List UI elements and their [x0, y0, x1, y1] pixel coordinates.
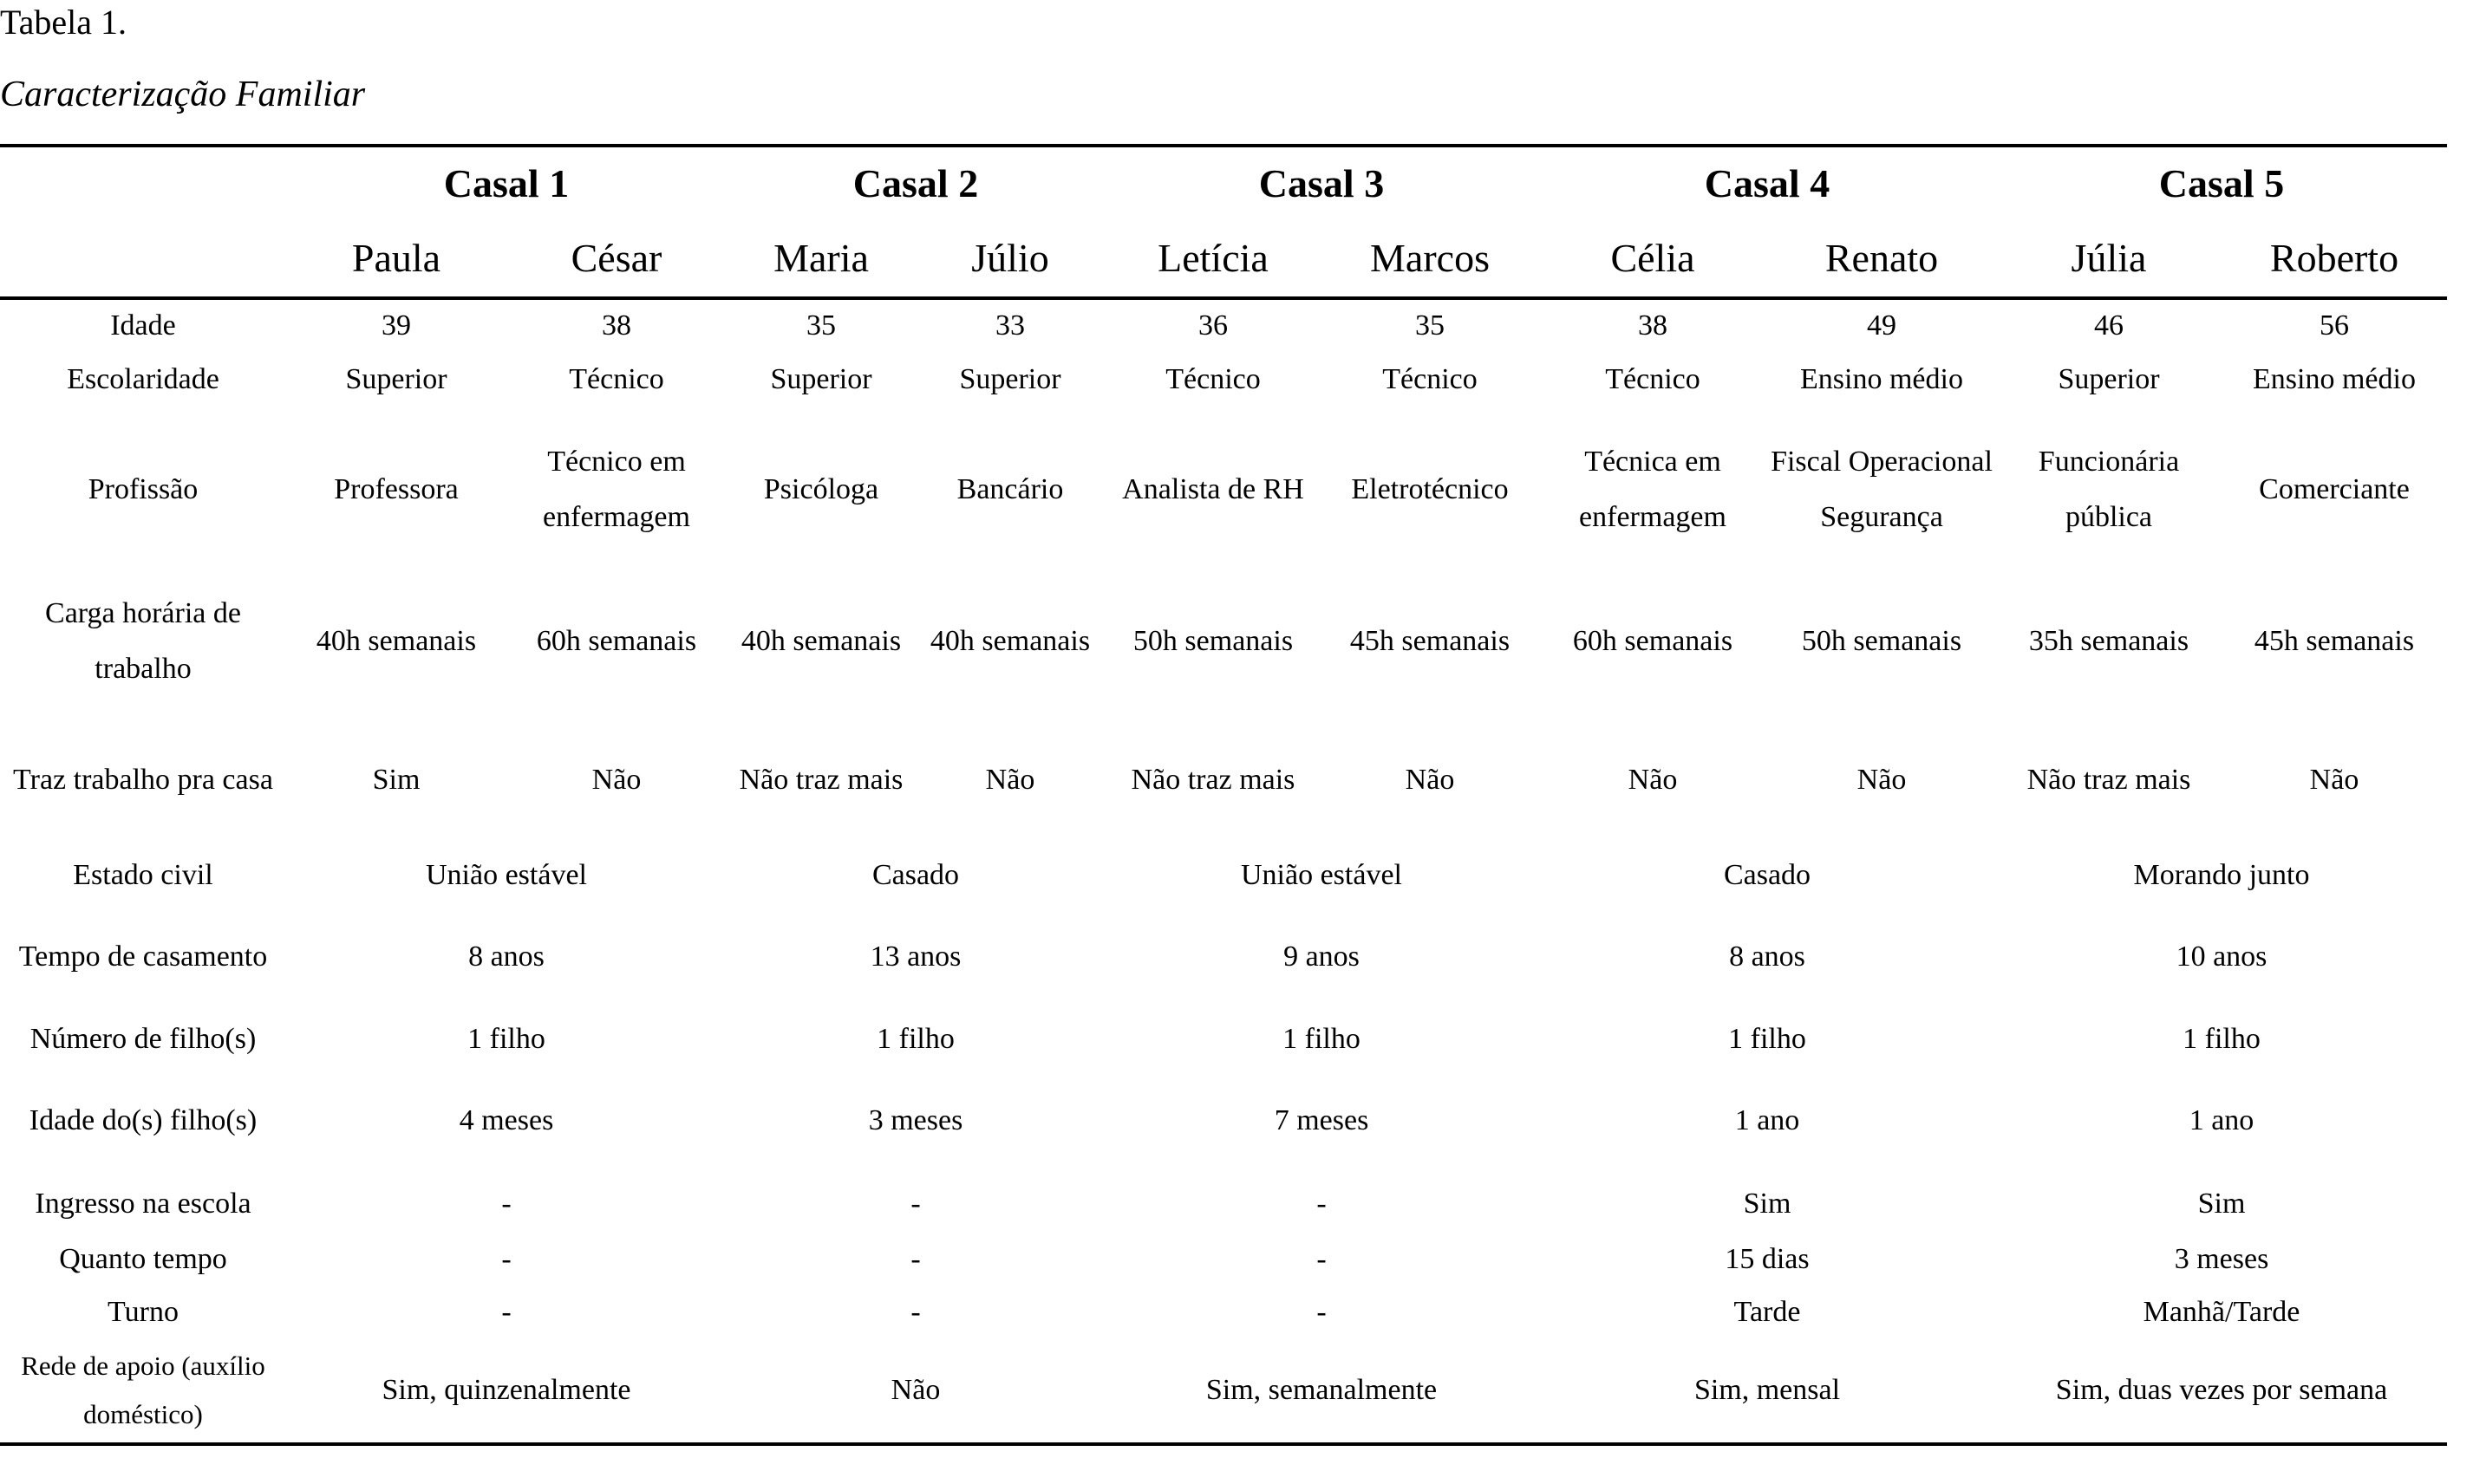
table-cell: Superior	[2058, 363, 2160, 395]
table-cell: Superior	[959, 363, 1061, 395]
table-cell: Manhã/Tarde	[2143, 1296, 2300, 1328]
table-cell: Técnico	[1165, 363, 1261, 395]
table-row-traz-trabalho	[0, 711, 2447, 849]
table-cell: 15 dias	[1725, 1243, 1810, 1275]
table-cell: 40h semanais	[930, 625, 1091, 657]
table-cell: 45h semanais	[1349, 625, 1511, 657]
couple-header: Casal 5	[2158, 161, 2285, 205]
table-row-turno	[0, 1286, 2447, 1338]
table-row-idade-filhos	[0, 1066, 2447, 1175]
table-cell: Não	[2309, 764, 2359, 796]
table-cell: 35	[1415, 309, 1445, 342]
table-cell: 1 ano	[2189, 1104, 2254, 1136]
table-cell: 38	[602, 309, 631, 342]
table-cell: 50h semanais	[1801, 625, 1962, 657]
header-empty-cell	[0, 220, 286, 298]
person-name-row	[0, 220, 2447, 298]
table-cell: -	[1316, 1188, 1327, 1220]
table-cell: -	[501, 1188, 512, 1220]
table-cell: Casado	[1723, 859, 1811, 891]
person-name: Marcos	[1321, 220, 1538, 298]
table-row-escolaridade	[0, 352, 2447, 407]
person-name: Célia	[1538, 220, 1767, 298]
person-name: Júlia	[1996, 220, 2222, 298]
table-cell: Sim, quinzenalmente	[382, 1374, 631, 1406]
table-cell: Sim	[2197, 1188, 2246, 1220]
table-cell: 36	[1198, 309, 1228, 342]
table-row-quanto-tempo	[0, 1233, 2447, 1286]
table-cell: Professora	[334, 473, 459, 505]
table-cell: Não traz mais	[2026, 764, 2191, 796]
table-cell: 8 anos	[468, 941, 545, 973]
table-cell: 40h semanais	[741, 625, 902, 657]
row-label: Escolaridade	[67, 363, 219, 395]
person-name: César	[506, 220, 727, 298]
table-cell: 45h semanais	[2254, 625, 2415, 657]
table-row-carga-horaria	[0, 572, 2447, 711]
table-number: Tabela 1.	[0, 3, 127, 42]
table-cell: 40h semanais	[316, 625, 477, 657]
table-cell: Não	[985, 764, 1035, 796]
table-cell: Superior	[770, 363, 872, 395]
table-cell: 1 filho	[1282, 1023, 1360, 1055]
row-label: Profissão	[88, 473, 199, 505]
couple-header: Casal 3	[1258, 161, 1385, 205]
row-label: Rede de apoio (auxílio doméstico)	[21, 1351, 265, 1429]
table-row-numero-filhos	[0, 1012, 2447, 1066]
row-label: Turno	[108, 1296, 179, 1328]
table-cell: Fiscal Operacional Segurança	[1771, 446, 1993, 533]
table-cell: Técnica em enfermagem	[1579, 446, 1726, 533]
table-cell: Superior	[345, 363, 447, 395]
table-cell: Psicóloga	[763, 473, 879, 505]
table-cell: -	[1316, 1296, 1327, 1328]
table-cell: Não traz mais	[739, 764, 904, 796]
table-cell: Não	[1405, 764, 1455, 796]
person-name: Maria	[727, 220, 916, 298]
table-row-rede-apoio	[0, 1338, 2447, 1444]
table-cell: 10 anos	[2176, 941, 2267, 973]
table-cell: 9 anos	[1283, 941, 1360, 973]
table-cell: 7 meses	[1274, 1104, 1369, 1136]
table-cell: 1 filho	[1728, 1023, 1806, 1055]
table-cell: 1 filho	[467, 1023, 545, 1055]
table-cell: -	[1316, 1243, 1327, 1275]
table-cell: Sim, duas vezes por semana	[2055, 1374, 2388, 1406]
table-cell: Não	[591, 764, 642, 796]
table-cell: Funcionária pública	[2038, 446, 2180, 533]
table-row-profissao	[0, 407, 2447, 572]
table-cell: 35	[806, 309, 836, 342]
table-cell: 60h semanais	[1572, 625, 1733, 657]
table-cell: 35h semanais	[2028, 625, 2189, 657]
couple-header: Casal 4	[1704, 161, 1830, 205]
table-cell: 3 meses	[2174, 1243, 2269, 1275]
table-cell: Bancário	[956, 473, 1064, 505]
table-title: Caracterização Familiar	[0, 75, 366, 114]
table-cell: -	[501, 1243, 512, 1275]
table-cell: 39	[382, 309, 411, 342]
header-empty-cell	[0, 146, 286, 220]
table-cell: -	[910, 1243, 921, 1275]
table-cell: Técnico	[1605, 363, 1700, 395]
row-label: Estado civil	[73, 859, 213, 891]
table-cell: 46	[2094, 309, 2124, 342]
table-cell: Sim	[1743, 1188, 1791, 1220]
table-cell: Ensino médio	[2253, 363, 2416, 395]
table-cell: Morando junto	[2133, 859, 2310, 891]
table-cell: Técnico	[569, 363, 664, 395]
table-cell: Sim	[372, 764, 421, 796]
table-cell: Casado	[871, 859, 960, 891]
row-label: Ingresso na escola	[35, 1188, 251, 1220]
row-label: Carga horária de trabalho	[45, 597, 241, 685]
couple-header-row	[0, 146, 2447, 220]
person-name: Júlio	[916, 220, 1105, 298]
table-row-ingresso-escola	[0, 1175, 2447, 1233]
table-cell: 1 filho	[2183, 1023, 2261, 1055]
table-cell: -	[501, 1296, 512, 1328]
table-cell: Analista de RH	[1122, 473, 1304, 505]
table-cell: 49	[1867, 309, 1896, 342]
table-cell: 38	[1638, 309, 1667, 342]
row-label: Quanto tempo	[59, 1243, 227, 1275]
person-name: Letícia	[1105, 220, 1321, 298]
table-cell: 13 anos	[870, 941, 962, 973]
table-cell: 1 filho	[877, 1023, 955, 1055]
table-cell: 8 anos	[1729, 941, 1805, 973]
table-cell: 50h semanais	[1132, 625, 1294, 657]
table-cell: Não	[891, 1374, 941, 1406]
table-cell: 60h semanais	[536, 625, 697, 657]
family-characterization-table	[0, 144, 2447, 1446]
row-label: Traz trabalho pra casa	[13, 764, 273, 796]
couple-header: Casal 2	[852, 161, 979, 205]
table-cell: 33	[995, 309, 1025, 342]
table-cell: 56	[2320, 309, 2349, 342]
table-row-estado-civil	[0, 849, 2447, 901]
table-cell: Técnico	[1382, 363, 1478, 395]
table-cell: -	[910, 1188, 921, 1220]
table-row-tempo-casamento	[0, 901, 2447, 1012]
couple-header: Casal 1	[443, 161, 570, 205]
person-name: Renato	[1767, 220, 1996, 298]
person-name: Roberto	[2222, 220, 2447, 298]
row-label: Idade	[110, 309, 176, 342]
row-label: Tempo de casamento	[18, 941, 268, 973]
table-cell: Sim, mensal	[1693, 1374, 1841, 1406]
table-cell: -	[910, 1296, 921, 1328]
table-cell: União estável	[426, 859, 587, 891]
table-cell: 4 meses	[459, 1104, 554, 1136]
table-cell: Não	[1856, 764, 1907, 796]
person-name: Paula	[286, 220, 506, 298]
table-cell: Eletrotécnico	[1351, 473, 1509, 505]
table-cell: Técnico em enfermagem	[543, 446, 690, 533]
table-row-idade	[0, 298, 2447, 352]
table-cell: Comerciante	[2259, 473, 2410, 505]
table-cell: Não	[1628, 764, 1678, 796]
table-cell: 3 meses	[868, 1104, 963, 1136]
table-cell: Sim, semanalmente	[1205, 1374, 1438, 1406]
table-cell: União estável	[1241, 859, 1402, 891]
table-cell: Não traz mais	[1131, 764, 1295, 796]
table-cell: Ensino médio	[1800, 363, 1963, 395]
row-label: Idade do(s) filho(s)	[29, 1104, 258, 1136]
row-label: Número de filho(s)	[29, 1023, 257, 1055]
table-cell: Tarde	[1733, 1296, 1801, 1328]
table-cell: 1 ano	[1734, 1104, 1800, 1136]
